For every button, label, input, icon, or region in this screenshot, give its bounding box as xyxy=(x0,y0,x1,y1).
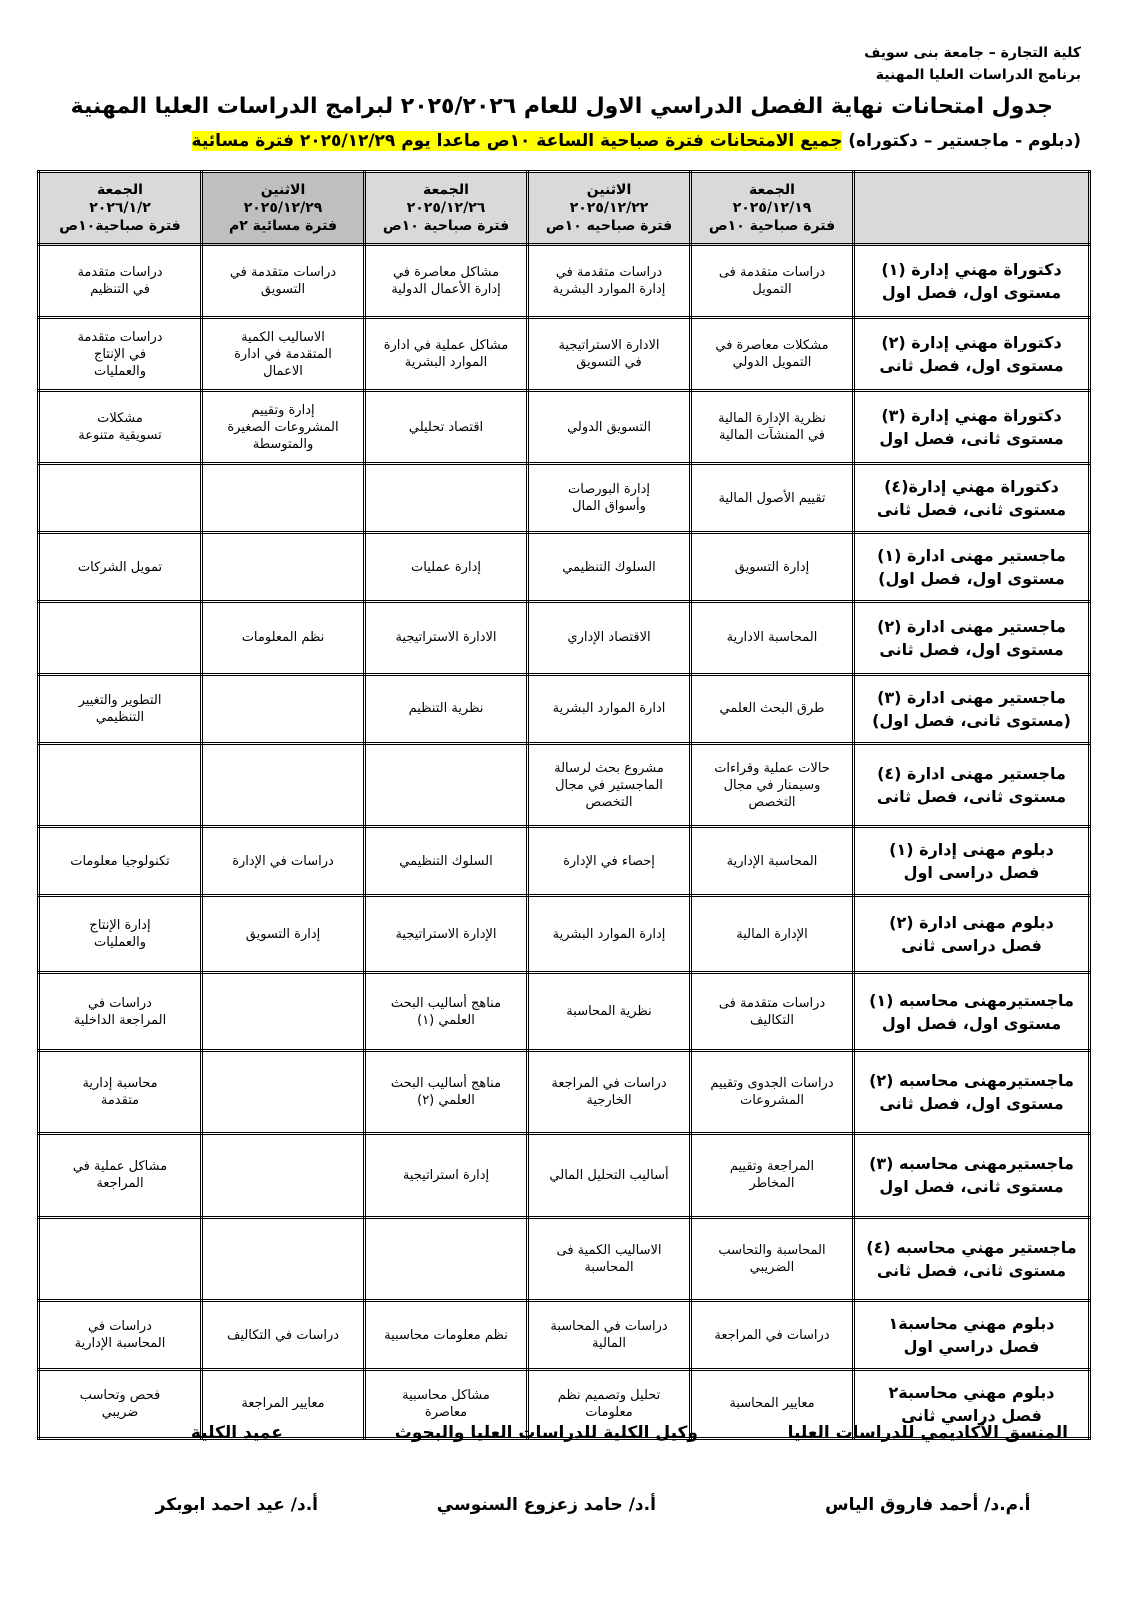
signature-name: أ.د/ حامد زعزوع السنوسي xyxy=(436,1495,656,1515)
course-name: إدارة التسويق xyxy=(245,926,321,942)
course-cell xyxy=(202,827,365,896)
column-period: فترة صباحيه ١٠ص xyxy=(545,218,673,235)
course-name: تكنولوجيا معلومات xyxy=(70,853,170,869)
column-header xyxy=(528,172,691,245)
signature-role: عميد الكلية xyxy=(190,1423,283,1443)
course-cell xyxy=(365,1301,528,1370)
course-cell xyxy=(528,743,691,826)
program-label: ماجستير مهنى ادارة (٤) مستوى ثانى، فصل ثانى xyxy=(876,764,1067,807)
course-name: السلوك التنظيمي xyxy=(562,559,656,575)
course-cell xyxy=(528,896,691,973)
course-name: دراسات في المحاسبة الإدارية xyxy=(74,1319,166,1352)
course-name: التسويق الدولي xyxy=(567,419,651,435)
course-cell xyxy=(365,743,528,826)
course-cell xyxy=(39,464,202,533)
column-date: ٢٠٢٦/١/٢ xyxy=(89,200,151,217)
program-label-cell xyxy=(854,1301,1090,1370)
course-cell xyxy=(528,1050,691,1133)
subtitle-highlight: جميع الامتحانات فترة صباحية الساعة ١٠ص ماعدا يوم ٢٠٢٥/١٢/٢٩ فترة مسائية xyxy=(191,131,843,151)
signature-name: أ.م.د/ أحمد فاروق الياس xyxy=(825,1495,1031,1515)
course-cell xyxy=(365,973,528,1050)
course-cell xyxy=(691,973,854,1050)
course-name: دراسات متقدمة في التسويق xyxy=(229,265,337,298)
table-row xyxy=(39,1050,1090,1133)
course-cell xyxy=(202,1134,365,1217)
signatures-block xyxy=(37,1423,1088,1533)
course-cell xyxy=(202,674,365,743)
course-name: الادارة الاستراتيجية في التسويق xyxy=(558,338,660,371)
course-name: دراسات في المراجعة xyxy=(714,1327,830,1343)
course-name: المحاسبة والتحاسب الضريبي xyxy=(718,1242,826,1275)
course-cell xyxy=(365,601,528,674)
course-cell xyxy=(528,601,691,674)
program-label: ماجستيرمهنى محاسبه (٢) مستوى اول، فصل ثانى xyxy=(869,1070,1074,1113)
program-label: دبلوم مهنى إدارة (١) فصل دراسى اول xyxy=(889,840,1054,883)
course-cell xyxy=(691,318,854,391)
course-cell xyxy=(528,1134,691,1217)
course-cell xyxy=(528,827,691,896)
course-cell xyxy=(691,1050,854,1133)
course-name: تمويل الشركات xyxy=(77,559,163,575)
course-name: دراسات متقدمة في الإنتاج والعمليات xyxy=(77,329,163,379)
table-row xyxy=(39,245,1090,318)
course-cell xyxy=(691,827,854,896)
course-name: دراسات متقدمة في التنظيم xyxy=(77,265,163,298)
course-name: دراسات متقدمة في إدارة الموارد البشرية xyxy=(552,265,666,298)
course-name: إدارة التسويق xyxy=(734,559,810,575)
column-date: ٢٠٢٥/١٢/٢٢ xyxy=(569,200,649,217)
program-label: دكتوراة مهني إدارة (٢) مستوى اول، فصل ثانى xyxy=(879,333,1064,376)
course-cell xyxy=(365,464,528,533)
course-cell xyxy=(528,973,691,1050)
column-header xyxy=(365,172,528,245)
program-label-cell xyxy=(854,245,1090,318)
course-cell xyxy=(39,245,202,318)
course-cell xyxy=(39,601,202,674)
course-cell xyxy=(365,1050,528,1133)
program-label: ماجستيرمهنى محاسبه (١) مستوى اول، فصل اول xyxy=(869,990,1074,1033)
course-cell xyxy=(39,674,202,743)
course-cell xyxy=(691,674,854,743)
course-name: مشكلات معاصرة في التمويل الدولي xyxy=(715,338,829,371)
course-cell xyxy=(365,391,528,464)
course-name: معايير المحاسبة xyxy=(729,1396,815,1412)
course-cell xyxy=(691,896,854,973)
course-cell xyxy=(202,1050,365,1133)
course-name: نظرية الإدارة المالية في المنشآت المالية xyxy=(718,411,826,444)
course-cell xyxy=(528,1301,691,1370)
course-name: الادارة الاستراتيجية xyxy=(395,630,497,646)
course-name: الاساليب الكمية المتقدمة في ادارة الاعمال xyxy=(234,329,332,379)
column-period: فترة صباحية١٠ص xyxy=(59,218,181,235)
course-name: إدارة عمليات xyxy=(411,559,481,575)
course-name: طرق البحث العلمي xyxy=(719,701,825,717)
course-name: أساليب التحليل المالي xyxy=(549,1167,669,1183)
program-label: ماجستير مهنى ادارة (٣) (مستوى ثانى، فصل اول) xyxy=(872,687,1071,730)
table-row xyxy=(39,896,1090,973)
course-cell xyxy=(39,896,202,973)
course-name: دراسات في المراجعة الداخلية xyxy=(73,995,167,1028)
program-label: ماجستيرمهنى محاسبه (٣) مستوى ثانى، فصل اول xyxy=(869,1154,1074,1197)
course-cell xyxy=(528,318,691,391)
table-row xyxy=(39,318,1090,391)
course-name: دراسات في المحاسبة المالية xyxy=(550,1319,668,1352)
course-name: نظم المعلومات xyxy=(241,630,325,646)
signature-role: المنسق الأكاديمي للدراسات العليا xyxy=(787,1423,1068,1443)
course-cell xyxy=(528,674,691,743)
table-row xyxy=(39,533,1090,602)
page-title: جدول امتحانات نهاية الفصل الدراسي الاول للعام ٢٠٢٥/٢٠٢٦ لبرامج الدراسات العليا المهنية xyxy=(70,94,1053,119)
course-cell xyxy=(365,1217,528,1300)
course-cell xyxy=(39,391,202,464)
subtitle-degrees: (دبلوم - ماجستير – دكتوراه) xyxy=(848,131,1081,151)
signature-role: وكيل الكلية للدراسات العليا والبحوث xyxy=(394,1423,698,1443)
course-name: حالات عملية وقراءات وسيمنار في مجال التخصص xyxy=(714,760,830,810)
program-label: دكتوراة مهني إدارة(٤) مستوى ثانى، فصل ثانى xyxy=(876,477,1067,520)
signature-vice-dean xyxy=(395,1423,698,1515)
course-cell xyxy=(202,601,365,674)
course-cell xyxy=(39,1301,202,1370)
program-label-cell xyxy=(854,391,1090,464)
program-label: دبلوم مهني محاسبة٢ فصل دراسي ثانى xyxy=(888,1382,1055,1425)
course-name: معايير المراجعة xyxy=(241,1396,325,1412)
program-label-cell xyxy=(854,674,1090,743)
program-label-cell xyxy=(854,896,1090,973)
course-name: إدارة الإنتاج والعمليات xyxy=(89,918,151,951)
program-label-cell xyxy=(854,1217,1090,1300)
signature-dean xyxy=(156,1423,318,1515)
program-label-cell xyxy=(854,1050,1090,1133)
course-name: دراسات متقدمة فى التمويل xyxy=(718,265,826,298)
course-name: إدارة وتقييم المشروعات الصغيرة والمتوسطة xyxy=(227,402,339,452)
column-date: ٢٠٢٥/١٢/٢٩ xyxy=(243,200,323,217)
course-name: تحليل وتصميم نظم معلومات xyxy=(557,1387,661,1420)
course-name: دراسات في المراجعة الخارجية xyxy=(551,1075,667,1108)
course-cell xyxy=(39,743,202,826)
column-day: الاثنين xyxy=(260,182,306,199)
program-label: ماجستير مهني محاسبه (٤) مستوى ثانى، فصل ثانى xyxy=(866,1237,1077,1280)
program-label: ماجستير مهنى ادارة (١) مستوى اول، فصل اول) xyxy=(877,546,1066,588)
program-label-cell xyxy=(854,464,1090,533)
exam-schedule-table xyxy=(37,170,1091,1440)
course-cell xyxy=(202,973,365,1050)
column-day: الجمعة xyxy=(749,182,795,199)
course-name: مشاكل عملية في ادارة الموارد البشرية xyxy=(383,338,509,371)
course-name: ادارة الموارد البشرية xyxy=(552,701,666,717)
column-period: فترة صباحية ١٠ص xyxy=(708,218,836,235)
course-name: مشاكل محاسبية معاصرة xyxy=(402,1387,490,1420)
table-row xyxy=(39,973,1090,1050)
program-label-cell xyxy=(854,1134,1090,1217)
course-name: نظرية التنظيم xyxy=(408,701,484,717)
program-label-cell xyxy=(854,973,1090,1050)
course-cell xyxy=(365,245,528,318)
course-cell xyxy=(39,318,202,391)
course-cell xyxy=(365,318,528,391)
course-cell xyxy=(691,245,854,318)
table-row xyxy=(39,601,1090,674)
column-day: الجمعة xyxy=(423,182,469,199)
course-cell xyxy=(691,391,854,464)
course-cell xyxy=(528,464,691,533)
program-label-cell xyxy=(854,827,1090,896)
course-name: الإدارة الاستراتيجية xyxy=(395,926,497,942)
course-cell xyxy=(365,533,528,602)
course-name: فحص وتحاسب ضريبي xyxy=(79,1387,161,1420)
course-cell xyxy=(202,533,365,602)
course-cell xyxy=(39,973,202,1050)
table-row xyxy=(39,464,1090,533)
column-day: الجمعة xyxy=(97,182,143,199)
course-cell xyxy=(691,533,854,602)
course-cell xyxy=(691,1301,854,1370)
column-header xyxy=(691,172,854,245)
course-name: نظرية المحاسبة xyxy=(566,1004,652,1020)
course-cell xyxy=(365,1134,528,1217)
course-cell xyxy=(528,245,691,318)
course-name: دراسات في الإدارة xyxy=(232,853,334,869)
course-name: إدارة استراتيجية xyxy=(402,1167,490,1183)
table-row xyxy=(39,1301,1090,1370)
course-cell xyxy=(691,464,854,533)
org-header xyxy=(864,42,1081,86)
course-cell xyxy=(691,1134,854,1217)
table-row xyxy=(39,1134,1090,1217)
course-cell xyxy=(691,1217,854,1300)
table-row xyxy=(39,827,1090,896)
course-name: مشاكل معاصرة في إدارة الأعمال الدولية xyxy=(391,265,501,298)
course-name: محاسبة إدارية متقدمة xyxy=(82,1075,158,1108)
course-cell xyxy=(202,318,365,391)
course-name: الاقتصاد الإداري xyxy=(567,630,651,646)
course-name: إدارة البورصات وأسواق المال xyxy=(568,482,650,515)
program-label: ماجستير مهنى ادارة (٢) مستوى اول، فصل ثانى xyxy=(877,616,1066,659)
course-cell xyxy=(39,1134,202,1217)
table-row xyxy=(39,1217,1090,1300)
course-name: المحاسبة الإدارية xyxy=(726,853,818,869)
course-cell xyxy=(202,743,365,826)
page-subtitle xyxy=(192,131,1081,151)
course-cell xyxy=(202,245,365,318)
course-cell xyxy=(365,827,528,896)
course-name: تقييم الأصول المالية xyxy=(718,490,826,506)
header-corner-cell xyxy=(854,172,1090,245)
course-name: إحصاء في الإدارة xyxy=(563,853,655,869)
course-name: التطوير والتغيير التنظيمي xyxy=(78,692,162,725)
column-header xyxy=(202,172,365,245)
course-cell xyxy=(202,896,365,973)
course-cell xyxy=(528,1217,691,1300)
column-period: فترة مسائية ٢م xyxy=(228,218,338,235)
table-row xyxy=(39,674,1090,743)
course-cell xyxy=(691,743,854,826)
college-name: كلية التجارة – جامعة بنى سويف xyxy=(864,45,1081,61)
course-name: مشاكل عملية في المراجعة xyxy=(72,1159,168,1192)
course-cell xyxy=(528,533,691,602)
course-name: مشروع بحث لرسالة الماجستير في مجال التخصص xyxy=(554,760,664,810)
program-label: دبلوم مهنى ادارة (٢) فصل دراسى ثانى xyxy=(889,913,1054,956)
course-cell xyxy=(39,533,202,602)
program-name: برنامج الدراسات العليا المهنية xyxy=(875,67,1081,83)
table-row xyxy=(39,743,1090,826)
course-cell xyxy=(528,391,691,464)
table-header-row xyxy=(39,172,1090,245)
program-label-cell xyxy=(854,601,1090,674)
column-header xyxy=(39,172,202,245)
course-name: إدارة الموارد البشرية xyxy=(552,926,666,942)
course-name: مناهج أساليب البحث العلمي (١) xyxy=(390,995,502,1028)
signature-coordinator xyxy=(788,1423,1068,1515)
program-label-cell xyxy=(854,533,1090,602)
course-cell xyxy=(202,464,365,533)
course-name: مناهج أساليب البحث العلمي (٢) xyxy=(390,1075,502,1108)
program-label: دكتوراة مهني إدارة (٣) مستوى ثانى، فصل اول xyxy=(879,406,1064,449)
course-name: دراسات الجدوى وتقييم المشروعات xyxy=(710,1075,834,1108)
course-cell xyxy=(365,674,528,743)
program-label-cell xyxy=(854,743,1090,826)
course-cell xyxy=(39,1050,202,1133)
course-cell xyxy=(202,1217,365,1300)
course-cell xyxy=(202,391,365,464)
course-name: نظم معلومات محاسبية xyxy=(384,1327,508,1343)
table-row xyxy=(39,391,1090,464)
program-label: دبلوم مهني محاسبة١ فصل دراسي اول xyxy=(888,1314,1055,1357)
column-period: فترة صباحية ١٠ص xyxy=(382,218,510,235)
course-name: السلوك التنظيمي xyxy=(399,853,493,869)
course-cell xyxy=(365,896,528,973)
column-day: الاثنين xyxy=(586,182,632,199)
course-name: المحاسبة الادارية xyxy=(726,630,818,646)
course-name: دراسات في التكاليف xyxy=(226,1327,340,1343)
course-name: مشكلات تسويقية متنوعة xyxy=(78,411,162,444)
course-name: دراسات متقدمة فى التكاليف xyxy=(718,995,826,1028)
signature-name: أ.د/ عيد احمد ابوبكر xyxy=(155,1495,318,1515)
course-name: اقتصاد تحليلي xyxy=(408,419,484,435)
column-date: ٢٠٢٥/١٢/١٩ xyxy=(732,200,812,217)
course-name: الإدارة المالية xyxy=(736,926,808,942)
course-cell xyxy=(39,827,202,896)
course-cell xyxy=(202,1301,365,1370)
schedule-body xyxy=(39,245,1090,1439)
course-cell xyxy=(39,1217,202,1300)
column-date: ٢٠٢٥/١٢/٢٦ xyxy=(406,200,486,217)
course-name: المراجعة وتقييم المخاطر xyxy=(729,1159,815,1192)
course-name: الاساليب الكمية فى المحاسبة xyxy=(556,1242,662,1275)
program-label-cell xyxy=(854,318,1090,391)
program-label: دكتوراة مهني إدارة (١) مستوى اول، فصل اول xyxy=(881,260,1062,303)
course-cell xyxy=(691,601,854,674)
